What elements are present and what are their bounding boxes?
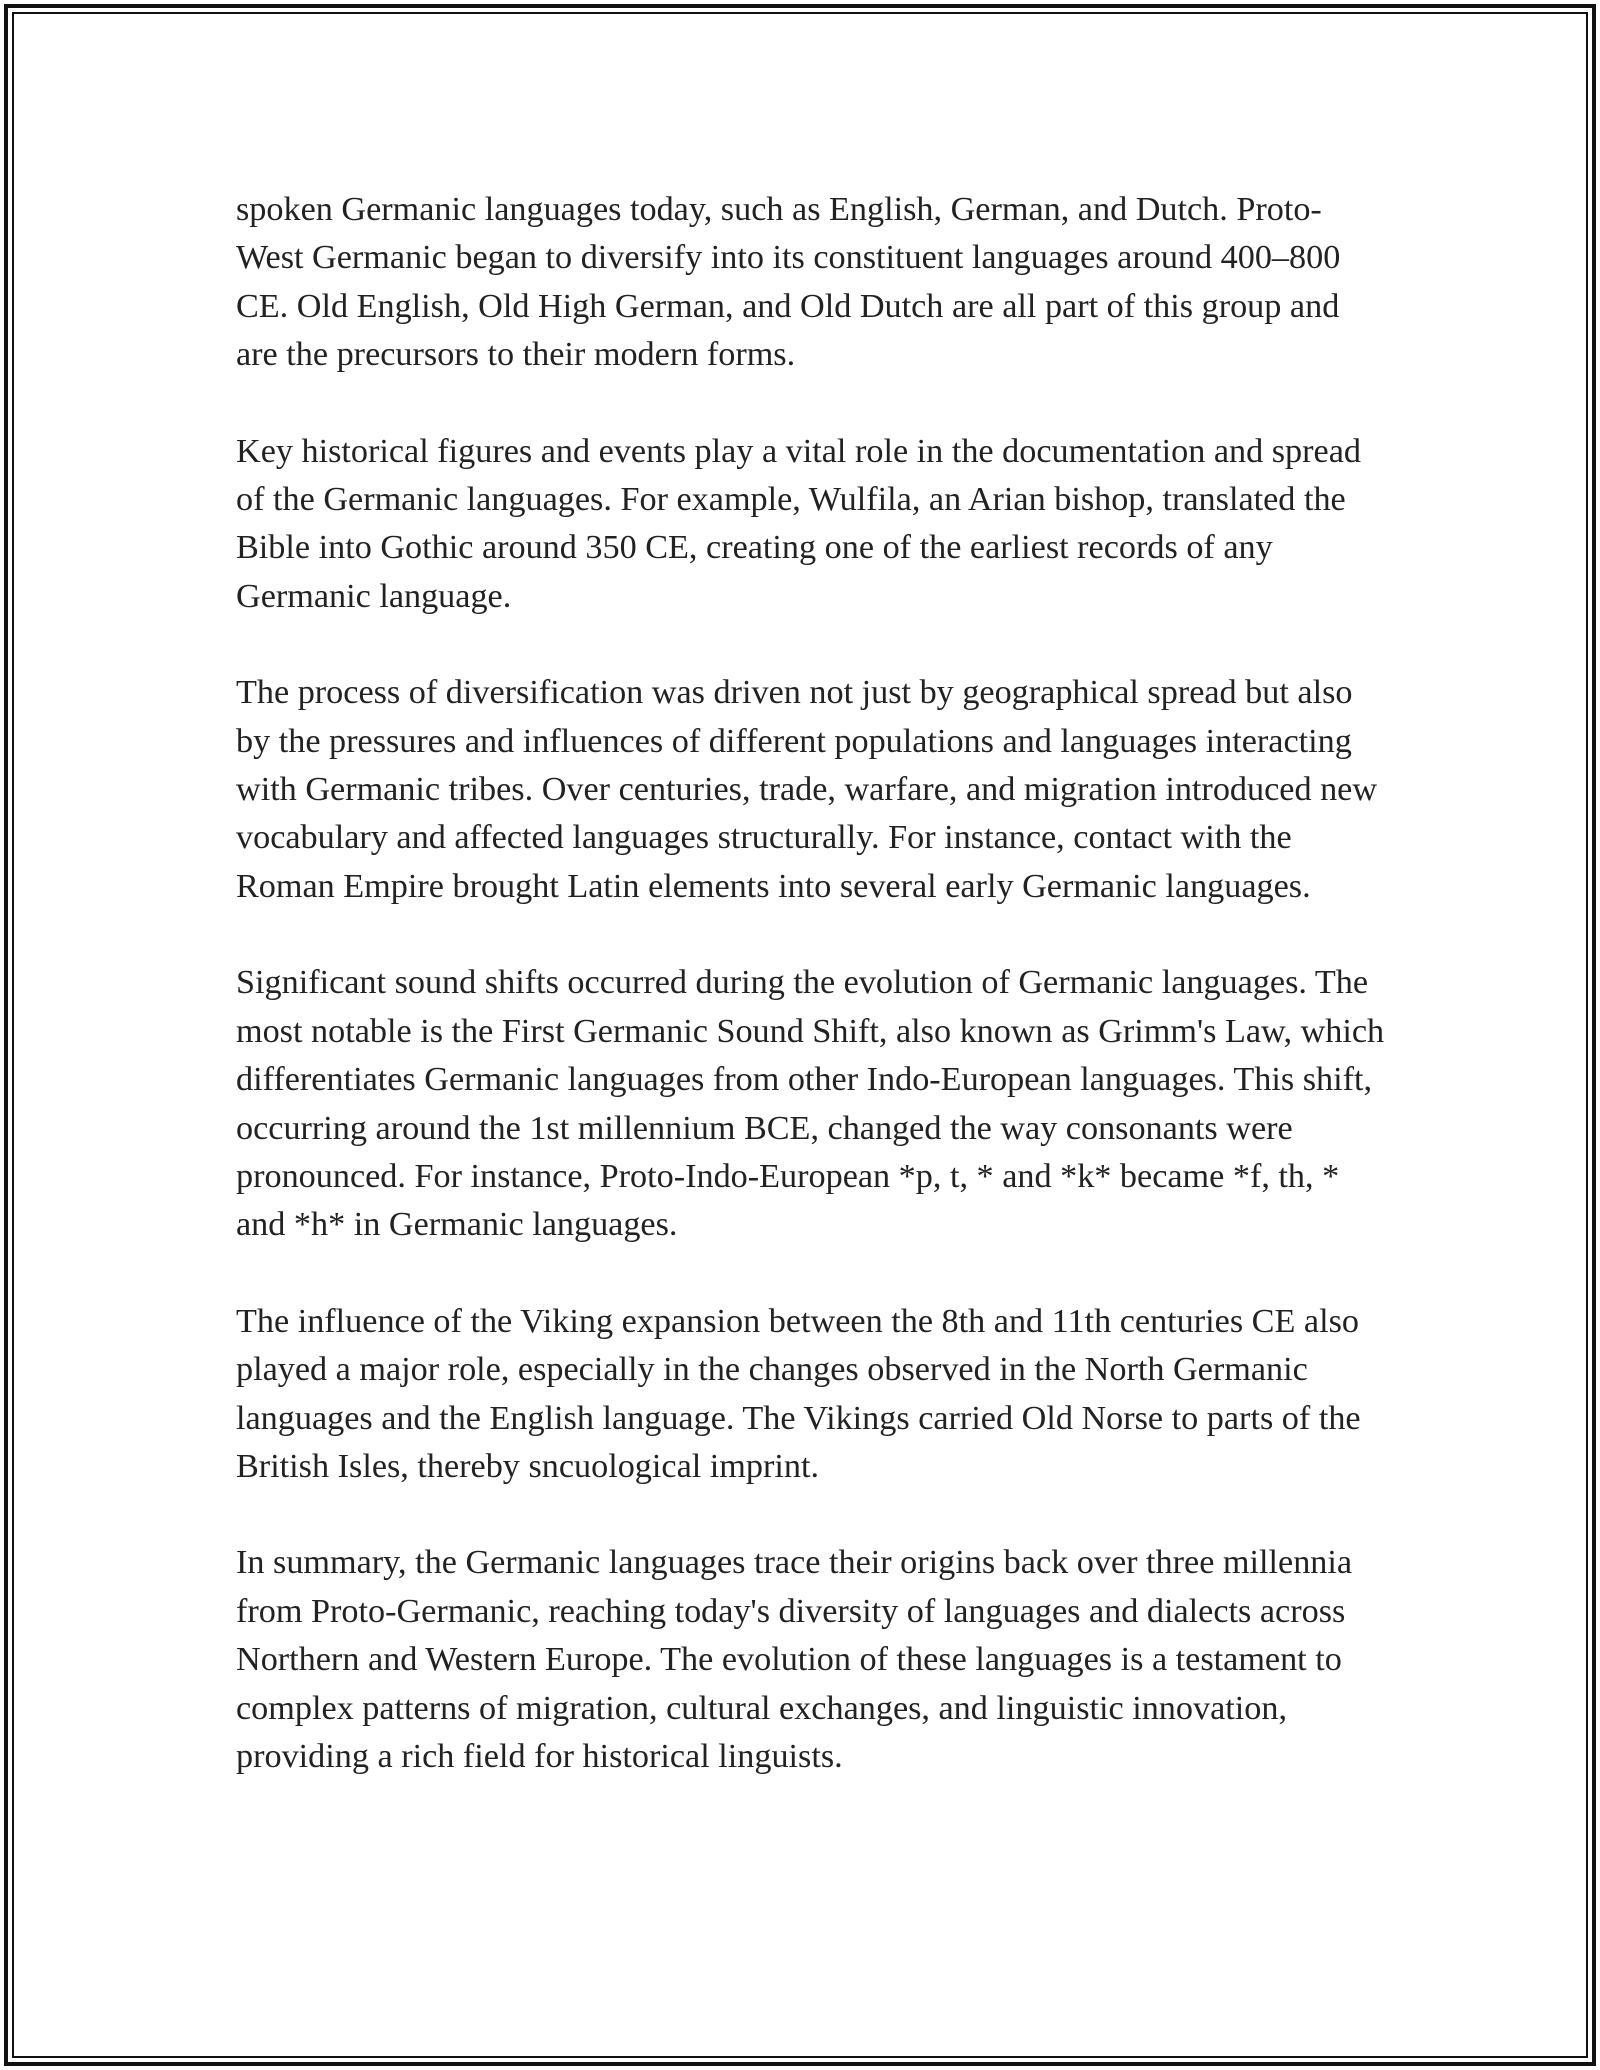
paragraph-summary: In summary, the Germanic languages trace their origins back over three millennia from Proto-Germanic, reaching today's diversity of languages and dialects across Northern and Western Europe. The evolution of these languages is a testament to complex patterns of migration, cultural exchanges, and linguistic innovation, providing a rich field for historical linguists. (236, 1544, 1353, 1775)
paragraph-historical-figures: Key historical figures and events play a vital role in the documentation and spread of the Germanic languages. For example, Wulfila, an Arian bishop, translated the Bible into Gothic around 350 CE, creating one of the earliest records of any Germanic language. (236, 432, 1361, 615)
paragraph-west-germanic: spoken Germanic languages today, such as English, German, and Dutch. Proto-West Germanic began to diversify into its constituent languages around 400–800 CE. Old English, Old High German, and Old Dutch are all part of this group and are the precursors to their modern forms. (236, 191, 1341, 374)
paragraph-viking-influence: The influence of the Viking expansion between the 8th and 11th centuries CE also played a major role, especially in the changes observed in the North Germanic languages and the English language. The Vikings carried Old Norse to parts of the British Isles, thereby sncuological imprint. (236, 1302, 1361, 1485)
paragraph-diversification: The process of diversification was driven not just by geographical spread but also by the pressures and influences of different populations and languages interacting with Germanic tribes. Over centuries, trade, warfare, and migration introduced new vocabulary and affected languages structurally. For instance, contact with the Roman Empire brought Latin elements into several early Germanic languages. (236, 674, 1378, 905)
document-body (236, 186, 1386, 1829)
paragraph-sound-shifts: Significant sound shifts occurred during the evolution of Germanic languages. The most notable is the First Germanic Sound Shift, also known as Grimm's Law, which differentiates Germanic languages from other Indo-European languages. This shift, occurring around the 1st millennium BCE, changed the way consonants were pronounced. For instance, Proto-Indo-European *p, t, * and *k* became *f, th, * and *h* in Germanic languages. (236, 964, 1385, 1244)
